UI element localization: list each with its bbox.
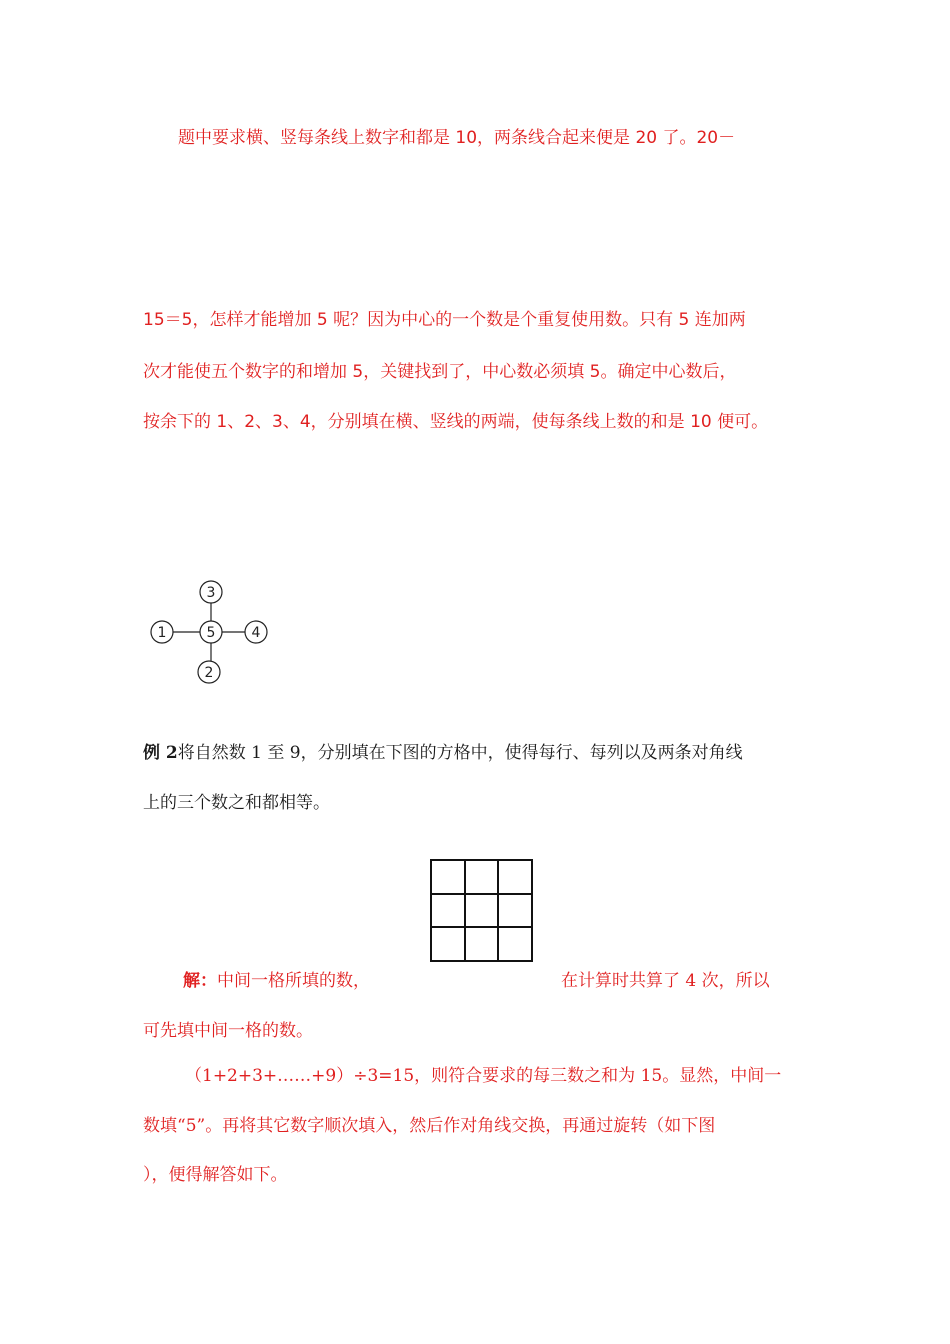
cross-node-left [151,621,173,643]
example-2-label: 例 2 [143,743,178,763]
example-2-text-1: 将自然数 1 至 9，分别填在下图的方格中，使得每行、每列以及两条对角线 [177,743,743,763]
paragraph-line-1: 题中要求横、竖每条线上数字和都是 10，两条线合起来便是 20 了。20－ [178,128,736,148]
magic-square-grid [430,859,534,963]
example-2-line-2: 上的三个数之和都相等。 [143,793,330,813]
solution-line-5: ），便得解答如下。 [143,1165,288,1185]
solution-label: 解： [183,971,217,991]
solution-line-4: 数填“5”。再将其它数字顺次填入，然后作对角线交换，再通过旋转（如下图 [143,1116,716,1136]
cross-node-center-label: 5 [206,625,216,641]
cross-figure [140,575,280,693]
cross-node-top [200,581,222,603]
cross-node-top-label: 3 [206,585,216,601]
solution-text-1a: 中间一格所填的数， [217,971,370,991]
cross-node-bottom [198,661,220,683]
solution-line-2: 可先填中间一格的数。 [143,1021,313,1041]
cross-node-right [245,621,267,643]
cross-node-left-label: 1 [157,625,167,641]
paragraph-line-3: 次才能使五个数字的和增加 5，关键找到了，中心数必须填 5。确定中心数后， [143,362,737,382]
solution-line-1b: 在计算时共算了 4 次，所以 [561,971,770,991]
solution-line-1a [183,969,370,993]
cross-node-bottom-label: 2 [204,665,214,681]
paragraph-line-4: 按余下的 1、2、3、4，分别填在横、竖线的两端，使每条线上数的和是 10 便可。 [143,412,769,432]
cross-node-right-label: 4 [251,625,261,641]
cross-node-center [200,621,222,643]
solution-line-3: （1+2+3+……+9）÷3=15，则符合要求的每三数之和为 15。显然，中间一 [185,1066,782,1086]
example-2-line-1 [143,741,743,765]
paragraph-line-2: 15＝5，怎样才能增加 5 呢？因为中心的一个数是个重复使用数。只有 5 连加两 [143,310,746,330]
